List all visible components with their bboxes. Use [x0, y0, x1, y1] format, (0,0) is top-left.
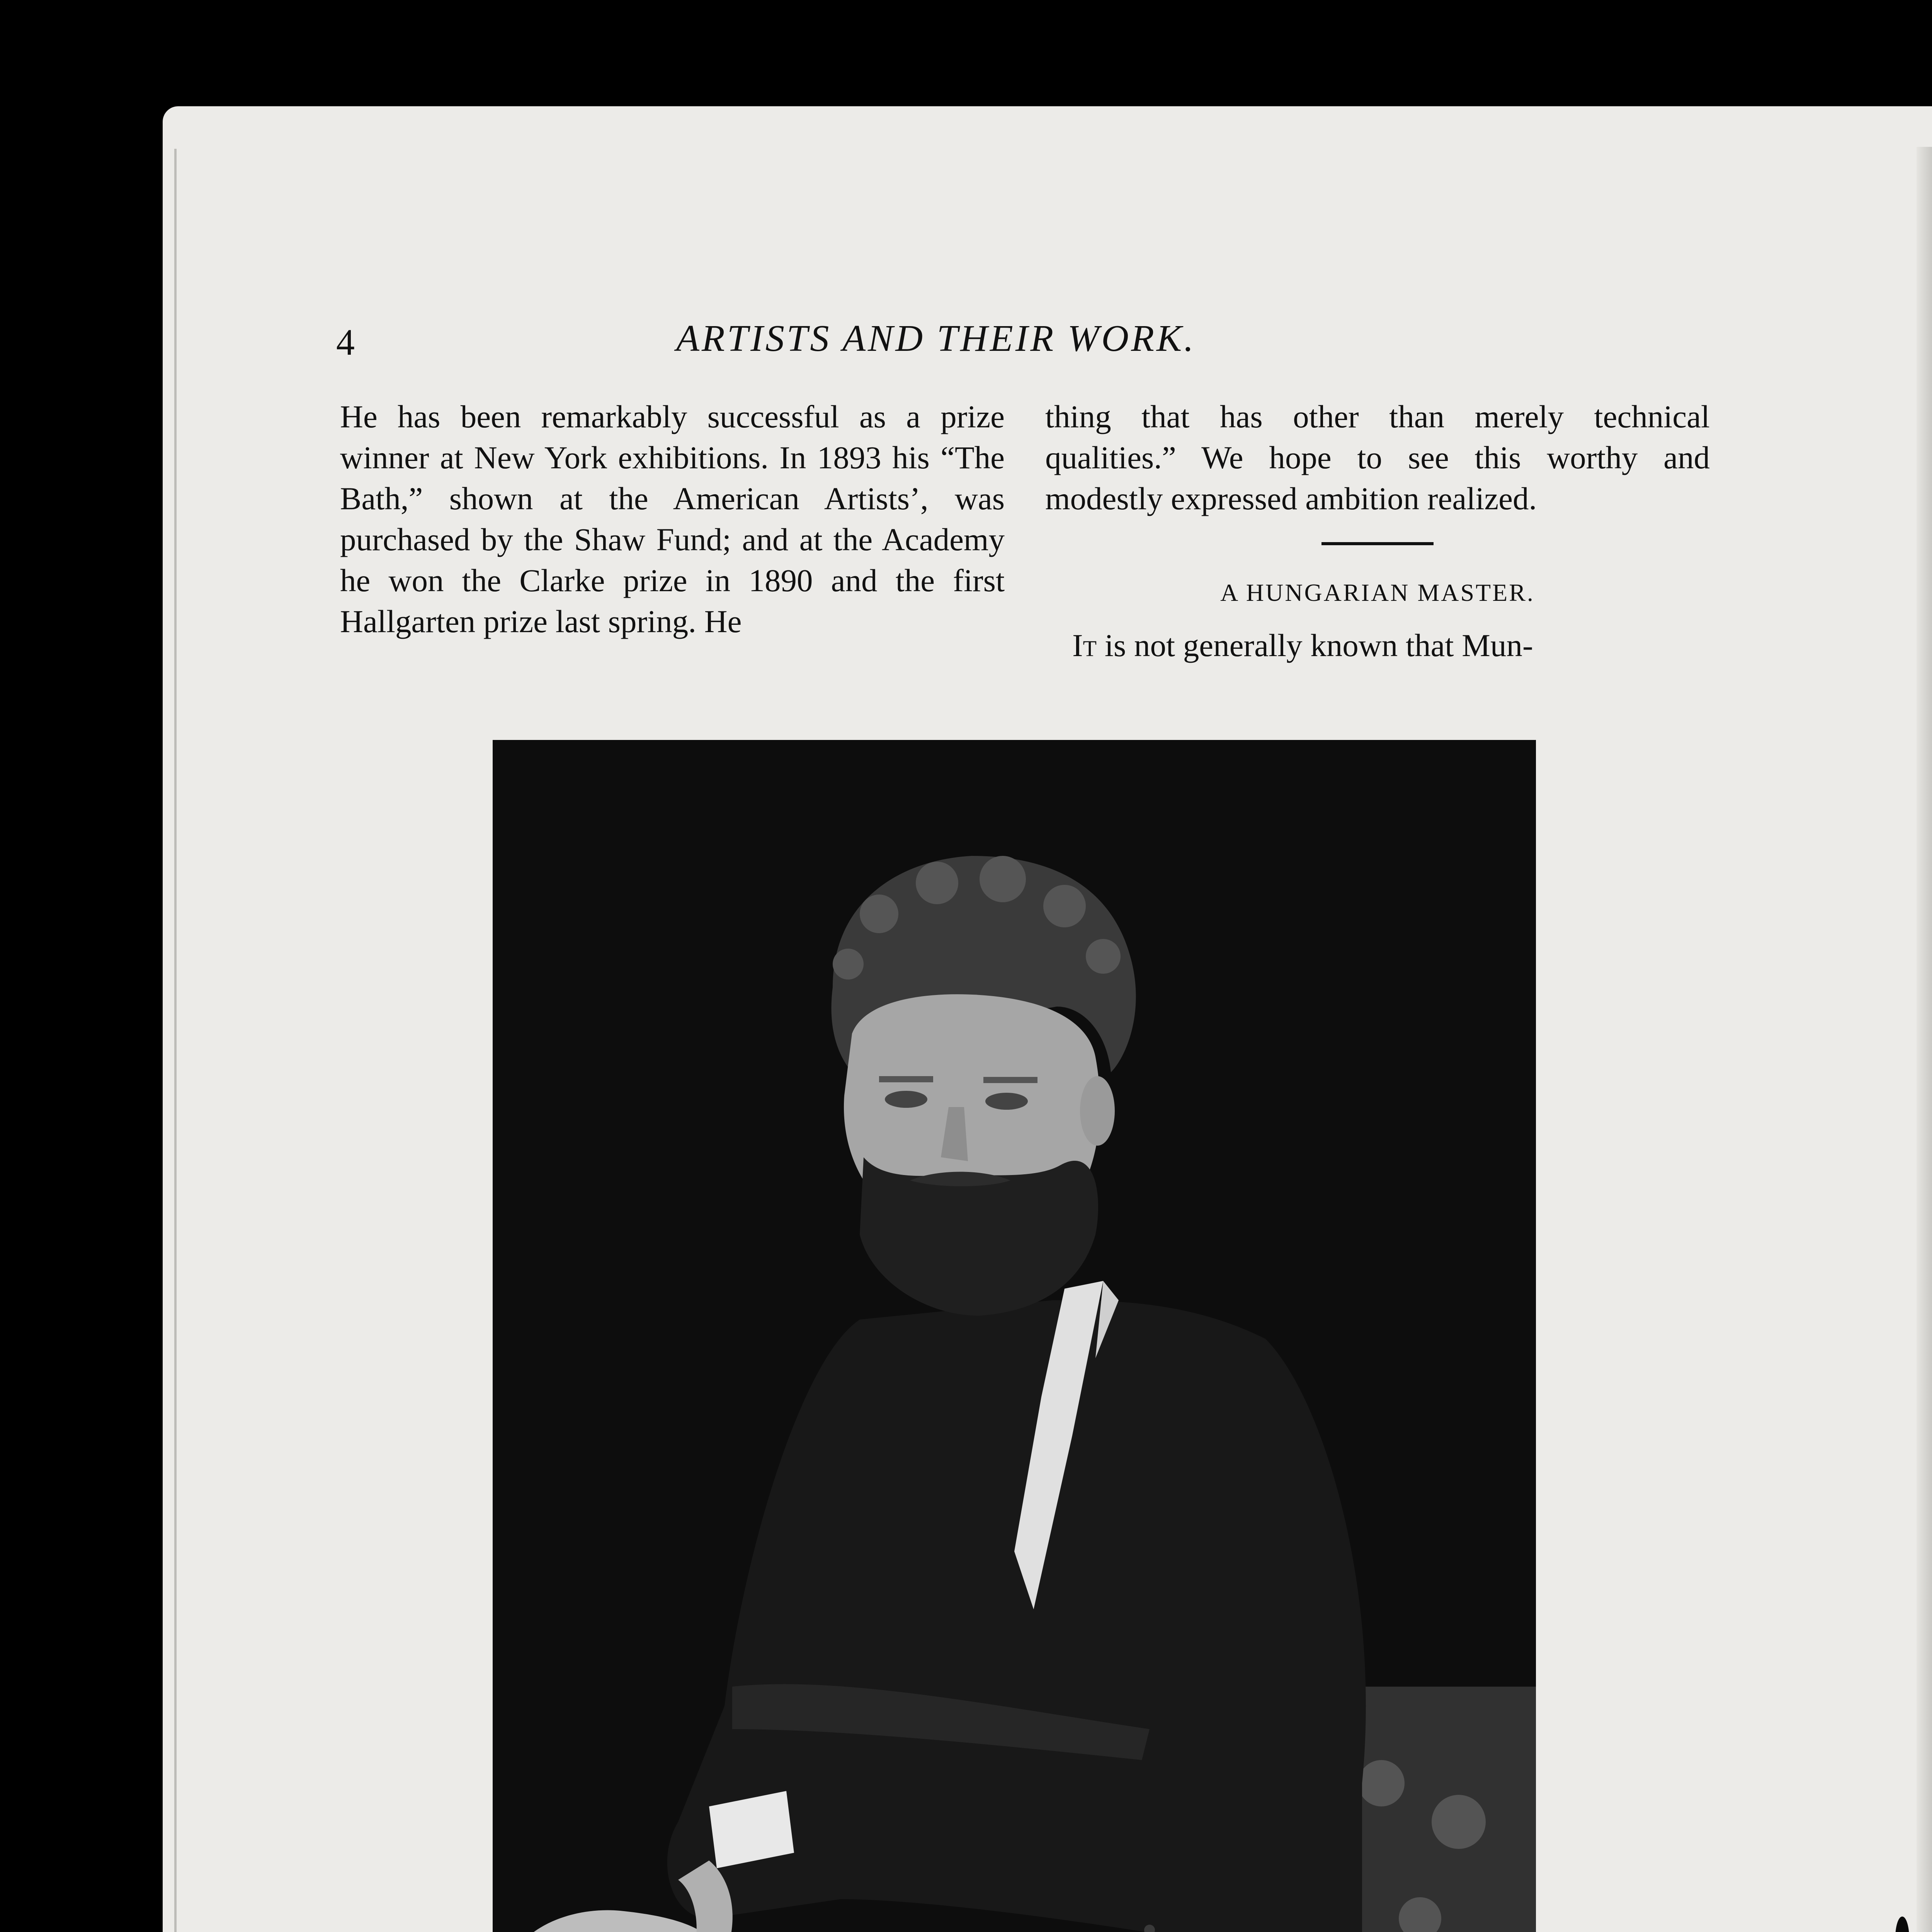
page-header: [336, 317, 1689, 375]
page-gutter-edge: [174, 149, 177, 1932]
body-text: thing that has other than merely technical qualities.” We hope to see this worthy and modestly expressed ambition realized.: [1045, 399, 1710, 516]
page-shadow: [1917, 147, 1932, 1932]
section-divider: [1321, 542, 1434, 545]
lead-word: It: [1072, 628, 1097, 663]
top-right-column: [1045, 396, 1710, 666]
body-text: He has been remarkably successful as a prize winner at New York exhibitions. In 1893 his “The Bath,” shown at the American Artists’, was purchased by the Shaw Fund; and at the Academy he won the Clarke prize in 1890 and the first Hallgarten prize last spring. He: [340, 399, 1005, 639]
section-lead-paragraph: [1045, 625, 1710, 666]
section-heading: A HUNGARIAN MASTER.: [1220, 579, 1535, 606]
lead-text: is not generally known that Mun-: [1097, 628, 1533, 663]
running-title: ARTISTS AND THEIR WORK.: [676, 318, 1196, 359]
top-left-column: [340, 396, 1005, 642]
page-number: 4: [336, 321, 355, 363]
portrait-image: [493, 740, 1536, 1932]
portrait-photograph: [493, 740, 1536, 1932]
